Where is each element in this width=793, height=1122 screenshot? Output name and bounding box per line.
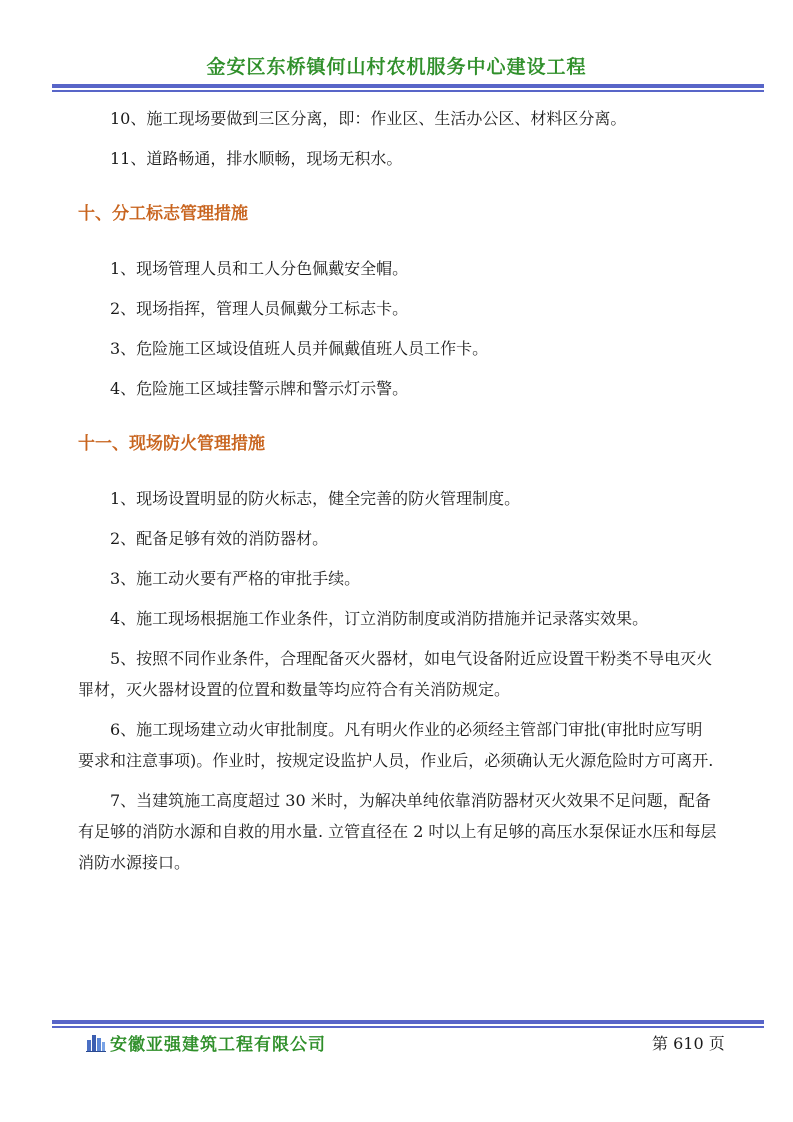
document-content	[78, 103, 718, 887]
paragraph: 10、施工现场要做到三区分离，即：作业区、生活办公区、材料区分离。	[110, 109, 627, 128]
paragraph: 4、危险施工区域挂警示牌和警示灯示警。	[110, 379, 409, 398]
paragraph: 1、现场管理人员和工人分色佩戴安全帽。	[110, 259, 409, 278]
paragraph: 1、现场设置明显的防火标志，健全完善的防火管理制度。	[110, 489, 521, 508]
paragraph: 4、施工现场根据施工作业条件，订立消防制度或消防措施并记录落实效果。	[110, 609, 649, 628]
footer-company: 安徽亚强建筑工程有限公司	[110, 1035, 326, 1055]
paragraph: 3、危险施工区域设值班人员并佩戴值班人员工作卡。	[110, 339, 489, 358]
building-logo-icon	[86, 1032, 106, 1052]
footer-rule	[52, 1020, 764, 1028]
paragraph: 2、现场指挥，管理人员佩戴分工标志卡。	[110, 299, 409, 318]
section-heading: 十、分工标志管理措施	[78, 204, 248, 224]
paragraph: 11、道路畅通，排水顺畅，现场无积水。	[110, 149, 403, 168]
paragraph: 3、施工动火要有严格的审批手续。	[110, 569, 361, 588]
section-heading: 十一、现场防火管理措施	[78, 434, 265, 454]
page-header-title: 金安区东桥镇何山村农机服务中心建设工程	[206, 56, 587, 78]
page-number: 第 610 页	[652, 1034, 725, 1053]
paragraph: 2、配备足够有效的消防器材。	[110, 529, 329, 548]
paragraph: 7、当建筑施工高度超过 30 米时，为解决单纯依靠消防器材灭火效果不足问题，配备有足够的消防水源和自救的用水量. 立管直径在 2 吋以上有足够的高压水泵保证水压和每层消防水源接口。	[78, 791, 717, 872]
paragraph: 5、按照不同作业条件，合理配备灭火器材，如电气设备附近应设置干粉类不导电灭火罪材，灭火器材设置的位置和数量等均应符合有关消防规定。	[78, 649, 713, 699]
paragraph: 6、施工现场建立动火审批制度。凡有明火作业的必须经主管部门审批(审批时应写明要求和注意事项)。作业时，按规定设监护人员，作业后，必须确认无火源危险时方可离开.	[78, 720, 714, 770]
header-rule	[52, 84, 764, 92]
